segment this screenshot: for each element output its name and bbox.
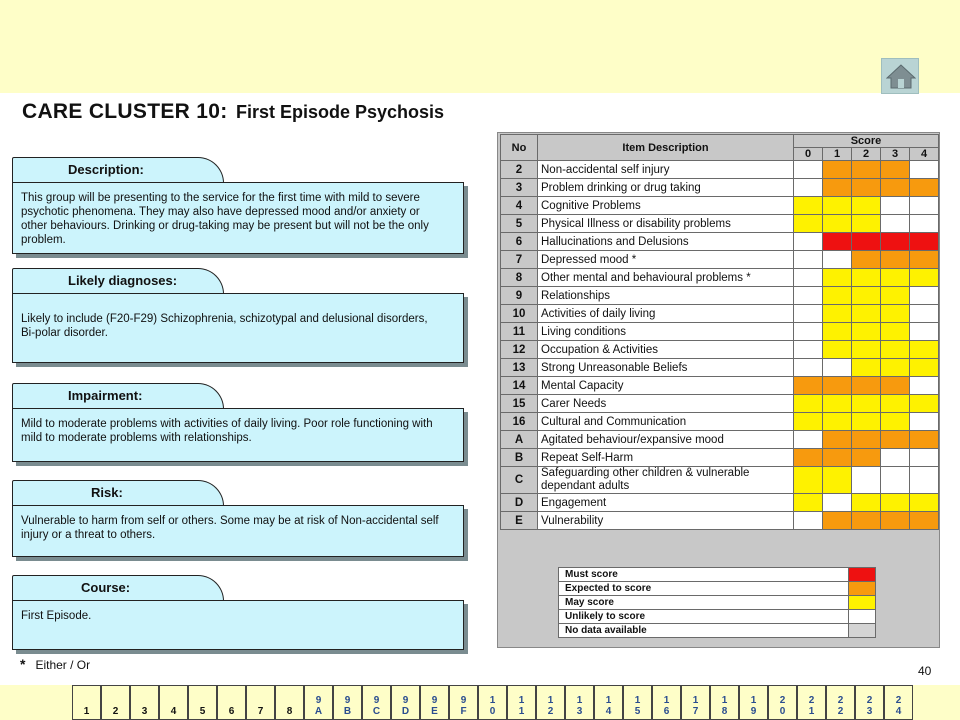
score-cell: [852, 305, 881, 323]
section-heading: Course:: [81, 580, 131, 595]
item-number: 7: [501, 251, 538, 269]
score-cell: [881, 467, 910, 494]
page-title: [22, 100, 444, 124]
score-cell: [823, 341, 852, 359]
item-number: 10: [501, 305, 538, 323]
course-tab: [12, 575, 224, 601]
score-cell: [794, 179, 823, 197]
table-row: [501, 287, 939, 305]
score-cell: [794, 431, 823, 449]
item-number: 3: [501, 179, 538, 197]
legend-swatch: [848, 624, 875, 638]
score-cell: [852, 323, 881, 341]
legend-label: Must score: [559, 568, 849, 582]
score-cell: [881, 215, 910, 233]
item-number: 13: [501, 359, 538, 377]
nav-link-label: 7: [257, 706, 264, 717]
score-level: 2: [852, 148, 881, 161]
item-description: Physical Illness or disability problems: [538, 215, 794, 233]
score-level: 0: [794, 148, 823, 161]
score-cell: [852, 512, 881, 530]
score-cell: [823, 287, 852, 305]
score-cell: [881, 431, 910, 449]
score-cell: [881, 512, 910, 530]
score-cell: [852, 233, 881, 251]
title-cluster: CARE CLUSTER 10:: [22, 100, 228, 123]
nav-link[interactable]: [478, 685, 507, 720]
score-cell: [910, 179, 939, 197]
nav-link[interactable]: [536, 685, 565, 720]
score-table: [500, 134, 939, 530]
item-description: Mental Capacity: [538, 377, 794, 395]
nav-link-label: 1 3: [576, 695, 583, 717]
nav-link[interactable]: [565, 685, 594, 720]
nav-link[interactable]: [768, 685, 797, 720]
legend-label: No data available: [559, 624, 849, 638]
score-cell: [823, 179, 852, 197]
legend-swatch: [848, 596, 875, 610]
score-cell: [794, 359, 823, 377]
nav-link-label: 1: [83, 706, 90, 717]
nav-link[interactable]: [507, 685, 536, 720]
item-number: B: [501, 449, 538, 467]
item-number: 9: [501, 287, 538, 305]
score-cell: [881, 413, 910, 431]
legend-row: [559, 596, 876, 610]
nav-link-label: 1 4: [605, 695, 612, 717]
score-cell: [910, 251, 939, 269]
nav-link-label: 2 0: [779, 695, 786, 717]
page-number: 40: [918, 664, 932, 678]
score-cell: [823, 359, 852, 377]
nav-link-label: 2 1: [808, 695, 815, 717]
nav-link-label: 9 A: [314, 695, 323, 717]
section-heading: Risk:: [91, 485, 123, 500]
nav-link[interactable]: [333, 685, 362, 720]
score-cell: [794, 197, 823, 215]
nav-link[interactable]: [710, 685, 739, 720]
footnote-star: *: [20, 656, 26, 672]
home-button[interactable]: [881, 58, 919, 94]
score-level: 4: [910, 148, 939, 161]
score-cell: [852, 161, 881, 179]
nav-link-label: 1 1: [518, 695, 525, 717]
score-cell: [881, 323, 910, 341]
score-cell: [794, 251, 823, 269]
score-cell: [910, 323, 939, 341]
nav-link[interactable]: [275, 685, 304, 720]
score-cell: [910, 197, 939, 215]
score-cell: [794, 377, 823, 395]
score-cell: [852, 413, 881, 431]
item-description: Agitated behaviour/expansive mood: [538, 431, 794, 449]
section-heading: Impairment:: [68, 388, 143, 403]
diagnoses-tab: [12, 268, 224, 294]
score-cell: [910, 287, 939, 305]
section-heading: Likely diagnoses:: [68, 273, 178, 288]
nav-link[interactable]: [72, 685, 101, 720]
score-cell: [794, 395, 823, 413]
nav-link-label: 8: [286, 706, 293, 717]
score-cell: [852, 377, 881, 395]
nav-link-label: 3: [141, 706, 148, 717]
score-cell: [823, 413, 852, 431]
nav-link-label: 2 3: [866, 695, 873, 717]
score-cell: [794, 341, 823, 359]
table-row: [501, 233, 939, 251]
legend: [558, 567, 876, 638]
score-cell: [852, 395, 881, 413]
score-level: 3: [881, 148, 910, 161]
score-cell: [823, 512, 852, 530]
score-cell: [794, 413, 823, 431]
section-text: Mild to moderate problems with activities of daily living. Poor role functioning with mild to moderate problems with relationships.: [21, 418, 433, 444]
item-description: Carer Needs: [538, 395, 794, 413]
risk-tab: [12, 480, 224, 506]
score-cell: [910, 161, 939, 179]
table-row: [501, 395, 939, 413]
slide-navigation: [72, 685, 913, 720]
score-cell: [881, 287, 910, 305]
score-cell: [881, 341, 910, 359]
item-description: Depressed mood *: [538, 251, 794, 269]
legend-label: May score: [559, 596, 849, 610]
item-number: 14: [501, 377, 538, 395]
table-row: [501, 512, 939, 530]
score-cell: [794, 449, 823, 467]
table-row: [501, 449, 939, 467]
score-cell: [794, 323, 823, 341]
score-cell: [910, 233, 939, 251]
score-cell: [823, 269, 852, 287]
nav-link[interactable]: [362, 685, 391, 720]
item-description: Relationships: [538, 287, 794, 305]
score-cell: [823, 467, 852, 494]
score-cell: [852, 251, 881, 269]
item-number: 4: [501, 197, 538, 215]
nav-link-label: 1 0: [489, 695, 496, 717]
item-number: 6: [501, 233, 538, 251]
score-cell: [881, 251, 910, 269]
nav-link[interactable]: [246, 685, 275, 720]
score-cell: [823, 197, 852, 215]
score-cell: [852, 359, 881, 377]
table-row: [501, 467, 939, 494]
legend-label: Expected to score: [559, 582, 849, 596]
score-cell: [910, 467, 939, 494]
nav-link[interactable]: [623, 685, 652, 720]
item-number: D: [501, 494, 538, 512]
nav-link[interactable]: [449, 685, 478, 720]
description-box: [12, 182, 464, 254]
nav-link-label: 1 7: [692, 695, 699, 717]
score-cell: [794, 233, 823, 251]
table-row: [501, 323, 939, 341]
nav-link[interactable]: [188, 685, 217, 720]
item-number: 2: [501, 161, 538, 179]
legend-swatch: [848, 582, 875, 596]
score-cell: [823, 233, 852, 251]
score-cell: [852, 215, 881, 233]
impairment-tab: [12, 383, 224, 409]
table-row: [501, 431, 939, 449]
nav-link-label: 9 E: [431, 695, 438, 717]
score-cell: [823, 395, 852, 413]
item-number: 16: [501, 413, 538, 431]
score-cell: [910, 431, 939, 449]
footnote-text: Either / Or: [35, 658, 91, 672]
score-cell: [881, 377, 910, 395]
section-heading: Description:: [68, 162, 144, 177]
section-text: This group will be presenting to the service for the first time with mild to severe psychotic phenomena. They may also have depressed mood and/or anxiety or other behaviours. Drinking or drug-taking may be present but will not be the only problem.: [21, 192, 429, 246]
nav-link-label: 1 9: [750, 695, 757, 717]
nav-link-label: 5: [199, 706, 206, 717]
nav-link[interactable]: [594, 685, 623, 720]
score-cell: [910, 359, 939, 377]
score-cell: [794, 215, 823, 233]
item-number: A: [501, 431, 538, 449]
nav-link-label: 1 8: [721, 695, 728, 717]
score-cell: [852, 494, 881, 512]
score-cell: [910, 305, 939, 323]
nav-link[interactable]: [652, 685, 681, 720]
table-row: [501, 179, 939, 197]
score-cell: [852, 431, 881, 449]
table-row: [501, 269, 939, 287]
nav-link-label: 1 2: [547, 695, 554, 717]
nav-link[interactable]: [855, 685, 884, 720]
item-description: Living conditions: [538, 323, 794, 341]
score-cell: [823, 449, 852, 467]
table-row: [501, 413, 939, 431]
score-cell: [852, 467, 881, 494]
item-description: Safeguarding other children & vulnerable dependant adults: [538, 467, 794, 494]
score-cell: [881, 449, 910, 467]
nav-link-label: 9 D: [401, 695, 410, 717]
item-description: Activities of daily living: [538, 305, 794, 323]
score-cell: [881, 494, 910, 512]
legend-row: [559, 568, 876, 582]
item-description: Engagement: [538, 494, 794, 512]
score-cell: [910, 512, 939, 530]
item-number: 5: [501, 215, 538, 233]
score-cell: [881, 395, 910, 413]
item-description: Vulnerability: [538, 512, 794, 530]
table-row: [501, 377, 939, 395]
title-name: First Episode Psychosis: [235, 102, 445, 122]
item-description: Strong Unreasonable Beliefs: [538, 359, 794, 377]
nav-link[interactable]: [826, 685, 855, 720]
score-cell: [881, 161, 910, 179]
col-header-no: No: [501, 135, 538, 161]
nav-link-label: 9 B: [343, 695, 352, 717]
legend-swatch: [848, 610, 875, 624]
section-text: Vulnerable to harm from self or others. Some may be at risk of Non-accidental self injury or a threat to others.: [21, 515, 439, 541]
score-cell: [794, 512, 823, 530]
description-tab: [12, 157, 224, 183]
score-cell: [910, 395, 939, 413]
nav-link-label: 2 4: [895, 695, 902, 717]
score-cell: [823, 377, 852, 395]
score-cell: [910, 215, 939, 233]
nav-link[interactable]: [217, 685, 246, 720]
nav-link-label: 6: [228, 706, 235, 717]
nav-link-label: 9 F: [460, 695, 467, 717]
score-cell: [794, 467, 823, 494]
score-cell: [823, 323, 852, 341]
score-cell: [823, 431, 852, 449]
score-cell: [881, 233, 910, 251]
score-table-panel: [497, 132, 940, 648]
score-cell: [910, 413, 939, 431]
score-cell: [794, 161, 823, 179]
legend-label: Unlikely to score: [559, 610, 849, 624]
item-description: Repeat Self-Harm: [538, 449, 794, 467]
nav-link[interactable]: [681, 685, 710, 720]
nav-link[interactable]: [101, 685, 130, 720]
score-cell: [823, 494, 852, 512]
item-description: Problem drinking or drug taking: [538, 179, 794, 197]
score-level: 1: [823, 148, 852, 161]
item-description: Non-accidental self injury: [538, 161, 794, 179]
table-row: [501, 215, 939, 233]
item-number: 15: [501, 395, 538, 413]
nav-link-label: 1 5: [634, 695, 641, 717]
nav-link-label: 4: [170, 706, 177, 717]
nav-link-label: 9 C: [372, 695, 381, 717]
col-header-desc: Item Description: [538, 135, 794, 161]
nav-link[interactable]: [739, 685, 768, 720]
nav-link[interactable]: [884, 685, 913, 720]
item-description: Cultural and Communication: [538, 413, 794, 431]
score-cell: [852, 341, 881, 359]
nav-link[interactable]: [130, 685, 159, 720]
legend-swatch: [848, 568, 875, 582]
table-row: [501, 359, 939, 377]
nav-link[interactable]: [159, 685, 188, 720]
section-text: First Episode.: [21, 610, 92, 622]
score-cell: [794, 494, 823, 512]
score-cell: [881, 179, 910, 197]
nav-link-label: 2: [112, 706, 119, 717]
item-number: E: [501, 512, 538, 530]
score-cell: [881, 197, 910, 215]
table-row: [501, 197, 939, 215]
legend-row: [559, 624, 876, 638]
score-cell: [910, 449, 939, 467]
score-cell: [794, 269, 823, 287]
score-cell: [910, 269, 939, 287]
item-description: Other mental and behavioural problems *: [538, 269, 794, 287]
table-row: [501, 494, 939, 512]
score-cell: [823, 161, 852, 179]
score-cell: [910, 341, 939, 359]
item-number: 12: [501, 341, 538, 359]
section-text: Likely to include (F20-F29) Schizophrenia, schizotypal and delusional disorders, Bi-polar disorder.: [21, 313, 428, 339]
score-cell: [794, 287, 823, 305]
score-cell: [823, 215, 852, 233]
item-description: Hallucinations and Delusions: [538, 233, 794, 251]
score-cell: [910, 494, 939, 512]
nav-link-label: 1 6: [663, 695, 670, 717]
diagnoses-box: [12, 293, 464, 363]
score-cell: [881, 359, 910, 377]
score-cell: [852, 449, 881, 467]
score-cell: [852, 179, 881, 197]
nav-link[interactable]: [420, 685, 449, 720]
score-cell: [823, 305, 852, 323]
item-number: C: [501, 467, 538, 494]
table-row: [501, 251, 939, 269]
footnote: [20, 656, 90, 672]
table-row: [501, 161, 939, 179]
score-cell: [881, 269, 910, 287]
item-number: 8: [501, 269, 538, 287]
home-icon: [886, 62, 916, 90]
table-row: [501, 305, 939, 323]
score-cell: [910, 377, 939, 395]
item-description: Cognitive Problems: [538, 197, 794, 215]
score-cell: [823, 251, 852, 269]
score-cell: [794, 305, 823, 323]
nav-link[interactable]: [391, 685, 420, 720]
legend-row: [559, 610, 876, 624]
score-cell: [881, 305, 910, 323]
nav-link-label: 2 2: [837, 695, 844, 717]
col-header-score: Score: [794, 135, 939, 148]
table-row: [501, 341, 939, 359]
score-cell: [852, 269, 881, 287]
score-cell: [852, 197, 881, 215]
course-box: [12, 600, 464, 650]
nav-link[interactable]: [797, 685, 826, 720]
item-number: 11: [501, 323, 538, 341]
item-description: Occupation & Activities: [538, 341, 794, 359]
risk-box: [12, 505, 464, 557]
nav-link[interactable]: [304, 685, 333, 720]
impairment-box: [12, 408, 464, 462]
legend-row: [559, 582, 876, 596]
score-cell: [852, 287, 881, 305]
